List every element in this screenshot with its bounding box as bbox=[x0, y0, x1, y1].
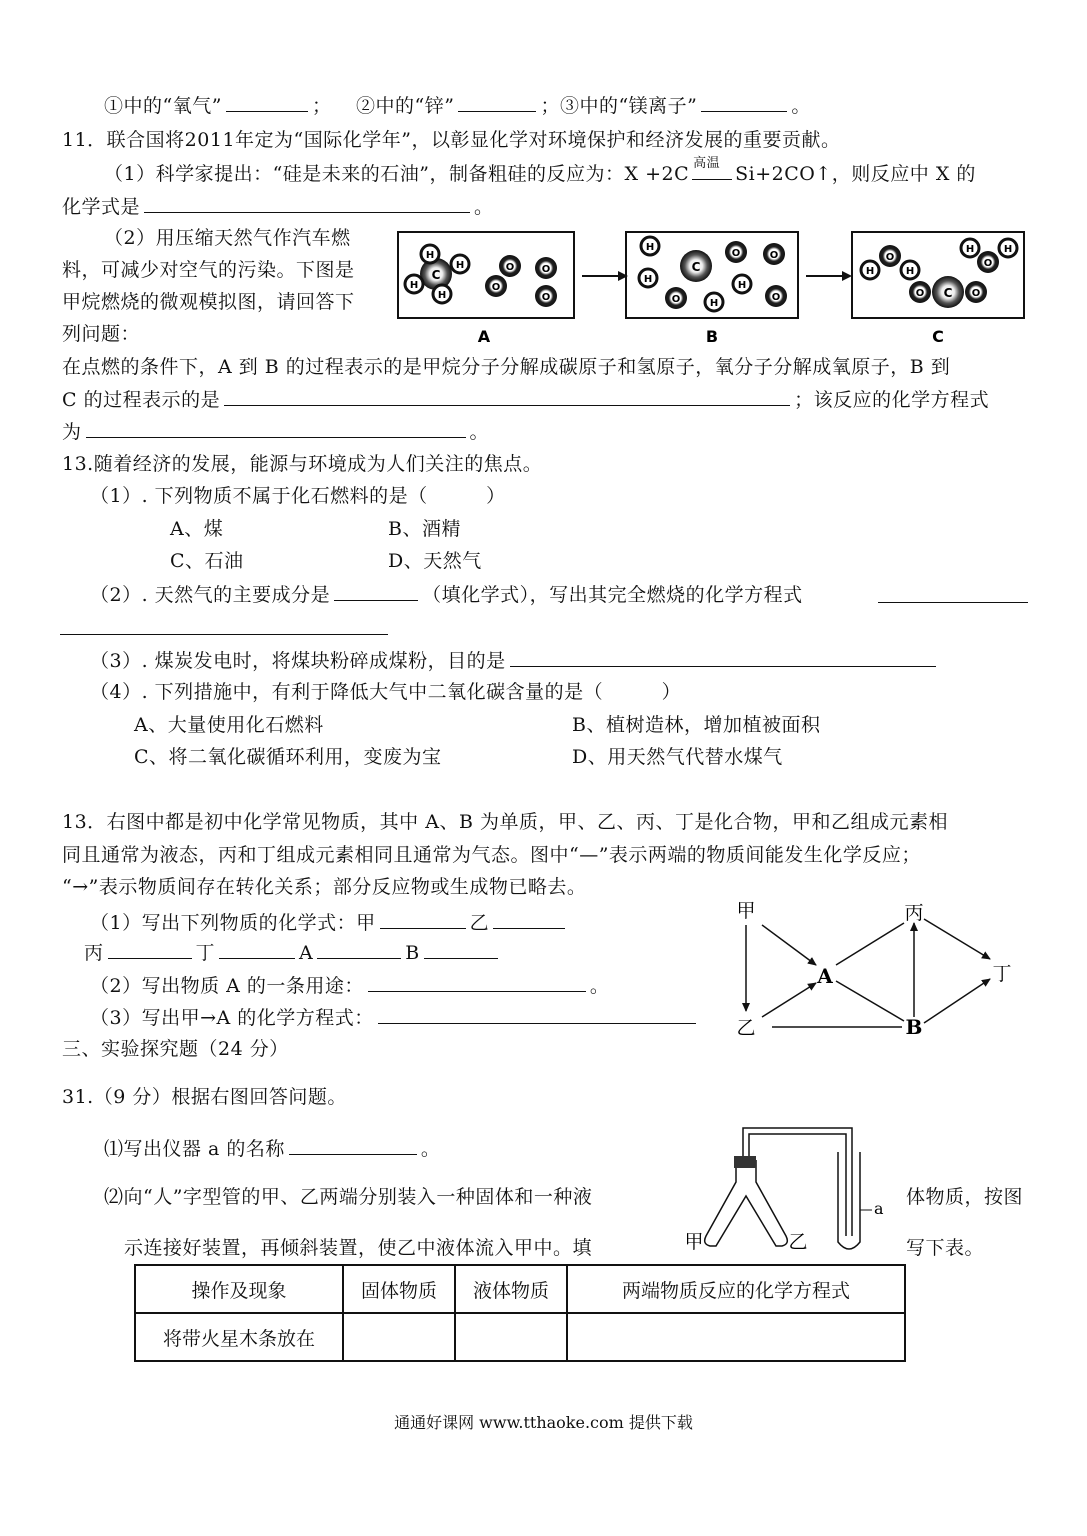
table-cell[interactable] bbox=[455, 1313, 567, 1361]
svg-text:O: O bbox=[915, 288, 925, 299]
svg-text:O: O bbox=[491, 282, 501, 293]
s4-option-d: D、用天然气代替水煤气 bbox=[572, 746, 783, 768]
s4-option-b: B、植树造林，增加植被面积 bbox=[572, 714, 821, 736]
answer-blank[interactable] bbox=[334, 582, 418, 601]
answer-blank[interactable] bbox=[701, 93, 787, 112]
svg-text:O: O bbox=[731, 248, 741, 259]
svg-text:O: O bbox=[971, 288, 981, 299]
q13a-s2: （2）. 天然气的主要成分是 （填化学式），写出其完全燃烧的化学方程式 bbox=[90, 584, 803, 606]
svg-text:H: H bbox=[645, 242, 655, 253]
q13b-line3: “→”表示物质间存在转化关系；部分反应物或生成物已略去。 bbox=[62, 876, 587, 898]
answer-blank[interactable] bbox=[108, 940, 192, 959]
svg-text:O: O bbox=[769, 250, 779, 261]
q13b-s2: （2）写出物质 A 的一条用途： 。 bbox=[90, 975, 610, 997]
footer: 通通好课网 www.tthaoke.com 提供下载 bbox=[394, 1413, 693, 1432]
q11-p2-line3: 甲烷燃烧的微观模拟图，请回答下 bbox=[62, 291, 355, 313]
q31-s2c: 示连接好装置，再倾斜装置，使乙中液体流入甲中。填 bbox=[124, 1237, 593, 1259]
table-header: 液体物质 bbox=[455, 1265, 567, 1313]
table-header: 操作及现象 bbox=[135, 1265, 343, 1313]
svg-text:O: O bbox=[541, 292, 551, 303]
s4-option-a: A、大量使用化石燃料 bbox=[134, 714, 324, 736]
svg-text:O: O bbox=[771, 292, 781, 303]
node-yi: 乙 bbox=[736, 1017, 756, 1039]
methane-molecule bbox=[405, 245, 469, 303]
svg-text:H: H bbox=[737, 280, 747, 291]
svg-text:H: H bbox=[455, 260, 465, 271]
label-a-instrument: a bbox=[874, 1199, 884, 1218]
q31-s2b: 体物质，按图 bbox=[906, 1186, 1024, 1208]
answer-blank[interactable] bbox=[224, 387, 790, 406]
svg-text:H: H bbox=[709, 298, 719, 309]
q11-p2-line1: （2）用压缩天然气作汽车燃 bbox=[104, 227, 351, 249]
answer-blank[interactable] bbox=[878, 602, 1028, 603]
table-header: 两端物质反应的化学方程式 bbox=[567, 1265, 905, 1313]
delivery-tube bbox=[743, 1128, 852, 1236]
svg-text:O: O bbox=[885, 252, 895, 263]
svg-text:H: H bbox=[905, 266, 915, 277]
q10-part3: ③中的“镁离子” bbox=[559, 95, 698, 117]
node-jia: 甲 bbox=[736, 900, 756, 922]
q13b-line2: 同且通常为液态，丙和丁组成元素相同且通常为气态。图中“—”表示两端的物质间能发生化学反应； bbox=[62, 844, 921, 866]
svg-text:O: O bbox=[541, 264, 551, 275]
s4-option-c: C、将二氧化碳循环利用，变废为宝 bbox=[134, 746, 442, 768]
node-bing: 丙 bbox=[904, 902, 924, 924]
products bbox=[861, 239, 1017, 308]
option-c: C、石油 bbox=[170, 550, 244, 572]
q31-s2d: 写下表。 bbox=[906, 1237, 985, 1259]
q13b-s1-row2: 丙 丁 A B bbox=[84, 940, 502, 965]
methane-combustion-figure bbox=[392, 226, 1032, 350]
q11-p2-line2: 料，可减少对空气的污染。下图是 bbox=[62, 259, 355, 281]
q31-s1: ⑴写出仪器 a 的名称 。 bbox=[104, 1138, 441, 1160]
svg-text:H: H bbox=[409, 280, 419, 291]
label-a: A bbox=[477, 327, 491, 346]
q13a-s4: （4）. 下列措施中，有利于降低大气中二氧化碳含量的是（ ） bbox=[90, 681, 682, 703]
table-header: 固体物质 bbox=[343, 1265, 455, 1313]
option-b: B、酒精 bbox=[388, 518, 461, 540]
q11-part1: （1）科学家提出：“硅是未来的石油”，制备粗硅的反应为：X +2C 高温 Si+2CO↑，则反应中 X 的 bbox=[104, 156, 976, 185]
q11-p2-answer1: C 的过程表示的是 ；该反应的化学方程式 bbox=[62, 389, 990, 411]
svg-text:H: H bbox=[865, 266, 875, 277]
table-row bbox=[135, 1313, 905, 1361]
svg-text:O: O bbox=[671, 294, 681, 305]
q10-part2: ②中的“锌” bbox=[356, 95, 455, 117]
answer-blank[interactable] bbox=[289, 1136, 417, 1155]
apparatus-figure bbox=[680, 1118, 900, 1258]
q13b-line1: 13．右图中都是初中化学常见物质，其中 A、B 为单质，甲、乙、丙、丁是化合物，甲和乙组成元素相 bbox=[62, 811, 948, 833]
separated-atoms bbox=[639, 237, 787, 311]
q11-p2-desc: 在点燃的条件下，A 到 B 的过程表示的是甲烷分子分解成碳原子和氢原子，氧分子分解成氧原子，B 到 bbox=[62, 356, 951, 378]
q13a-s3: （3）. 煤炭发电时，将煤块粉碎成煤粉，目的是 bbox=[90, 648, 940, 673]
option-a: A、煤 bbox=[170, 518, 224, 540]
svg-text:H: H bbox=[437, 290, 447, 301]
answer-blank[interactable] bbox=[86, 419, 466, 438]
relation-diagram bbox=[728, 895, 1028, 1045]
q13a-s1: （1）. 下列物质不属于化石燃料的是（ ） bbox=[90, 485, 506, 507]
q10-part1: ①中的“氧气” bbox=[104, 95, 222, 117]
q31-s2a: ⑵向“人”字型管的甲、乙两端分别装入一种固体和一种液 bbox=[104, 1186, 593, 1208]
q13a-title: 13.随着经济的发展，能源与环境成为人们关注的焦点。 bbox=[62, 453, 543, 475]
svg-text:H: H bbox=[643, 274, 653, 285]
answer-blank[interactable] bbox=[378, 1005, 696, 1024]
answer-blank[interactable] bbox=[380, 910, 466, 929]
label-jia: 甲 bbox=[684, 1231, 704, 1253]
table-cell: 将带火星木条放在 bbox=[135, 1313, 343, 1361]
experiment-table bbox=[134, 1264, 906, 1362]
answer-blank[interactable] bbox=[226, 93, 308, 112]
svg-text:H: H bbox=[1003, 244, 1013, 255]
svg-text:O: O bbox=[983, 258, 993, 269]
table-header-row bbox=[135, 1265, 905, 1313]
q13b-s3: （3）写出甲→A 的化学方程式： bbox=[90, 1005, 700, 1030]
node-ding: 丁 bbox=[992, 963, 1012, 985]
svg-text:C: C bbox=[691, 260, 701, 274]
answer-blank[interactable] bbox=[458, 93, 536, 112]
label-b: B bbox=[705, 327, 719, 346]
svg-text:O: O bbox=[505, 262, 515, 273]
node-b: B bbox=[905, 1015, 923, 1039]
q11-part1-answer: 化学式是 。 bbox=[62, 196, 494, 218]
section-3-title: 三、实验探究题（24 分） bbox=[62, 1038, 289, 1060]
option-d: D、天然气 bbox=[388, 550, 482, 572]
q31-title: 31.（9 分）根据右图回答问题。 bbox=[62, 1086, 347, 1108]
q13b-s1: （1）写出下列物质的化学式：甲 乙 bbox=[90, 910, 569, 935]
answer-blank[interactable] bbox=[368, 973, 586, 992]
answer-blank[interactable] bbox=[219, 940, 295, 959]
stopper bbox=[734, 1156, 756, 1168]
q11-title: 11．联合国将2011年定为“国际化学年”，以彰显化学对环境保护和经济发展的重要贡献。 bbox=[62, 129, 841, 151]
q11-p2-answer2: 为 。 bbox=[62, 421, 490, 443]
node-a: A bbox=[817, 964, 833, 988]
q10-line: ①中的“氧气” ； ②中的“锌” ；③中的“镁离子” 。 bbox=[104, 95, 811, 117]
test-tube bbox=[838, 1152, 860, 1249]
answer-blank[interactable] bbox=[144, 194, 470, 213]
svg-text:H: H bbox=[965, 244, 975, 255]
svg-text:C: C bbox=[943, 286, 953, 300]
label-yi: 乙 bbox=[788, 1231, 808, 1253]
q11-p2-line4: 列问题： bbox=[62, 323, 141, 345]
table-cell[interactable] bbox=[567, 1313, 905, 1361]
reaction-condition: 高温 bbox=[689, 162, 735, 186]
label-c: C bbox=[932, 327, 944, 346]
answer-blank[interactable] bbox=[317, 940, 401, 959]
answer-blank[interactable] bbox=[60, 634, 388, 635]
answer-blank[interactable] bbox=[424, 940, 498, 959]
answer-blank[interactable] bbox=[510, 648, 936, 667]
svg-text:H: H bbox=[425, 250, 435, 261]
svg-text:C: C bbox=[431, 268, 441, 282]
oxygen-molecules-a bbox=[485, 255, 557, 307]
answer-blank[interactable] bbox=[493, 910, 565, 929]
y-tube bbox=[705, 1160, 788, 1246]
table-cell[interactable] bbox=[343, 1313, 455, 1361]
